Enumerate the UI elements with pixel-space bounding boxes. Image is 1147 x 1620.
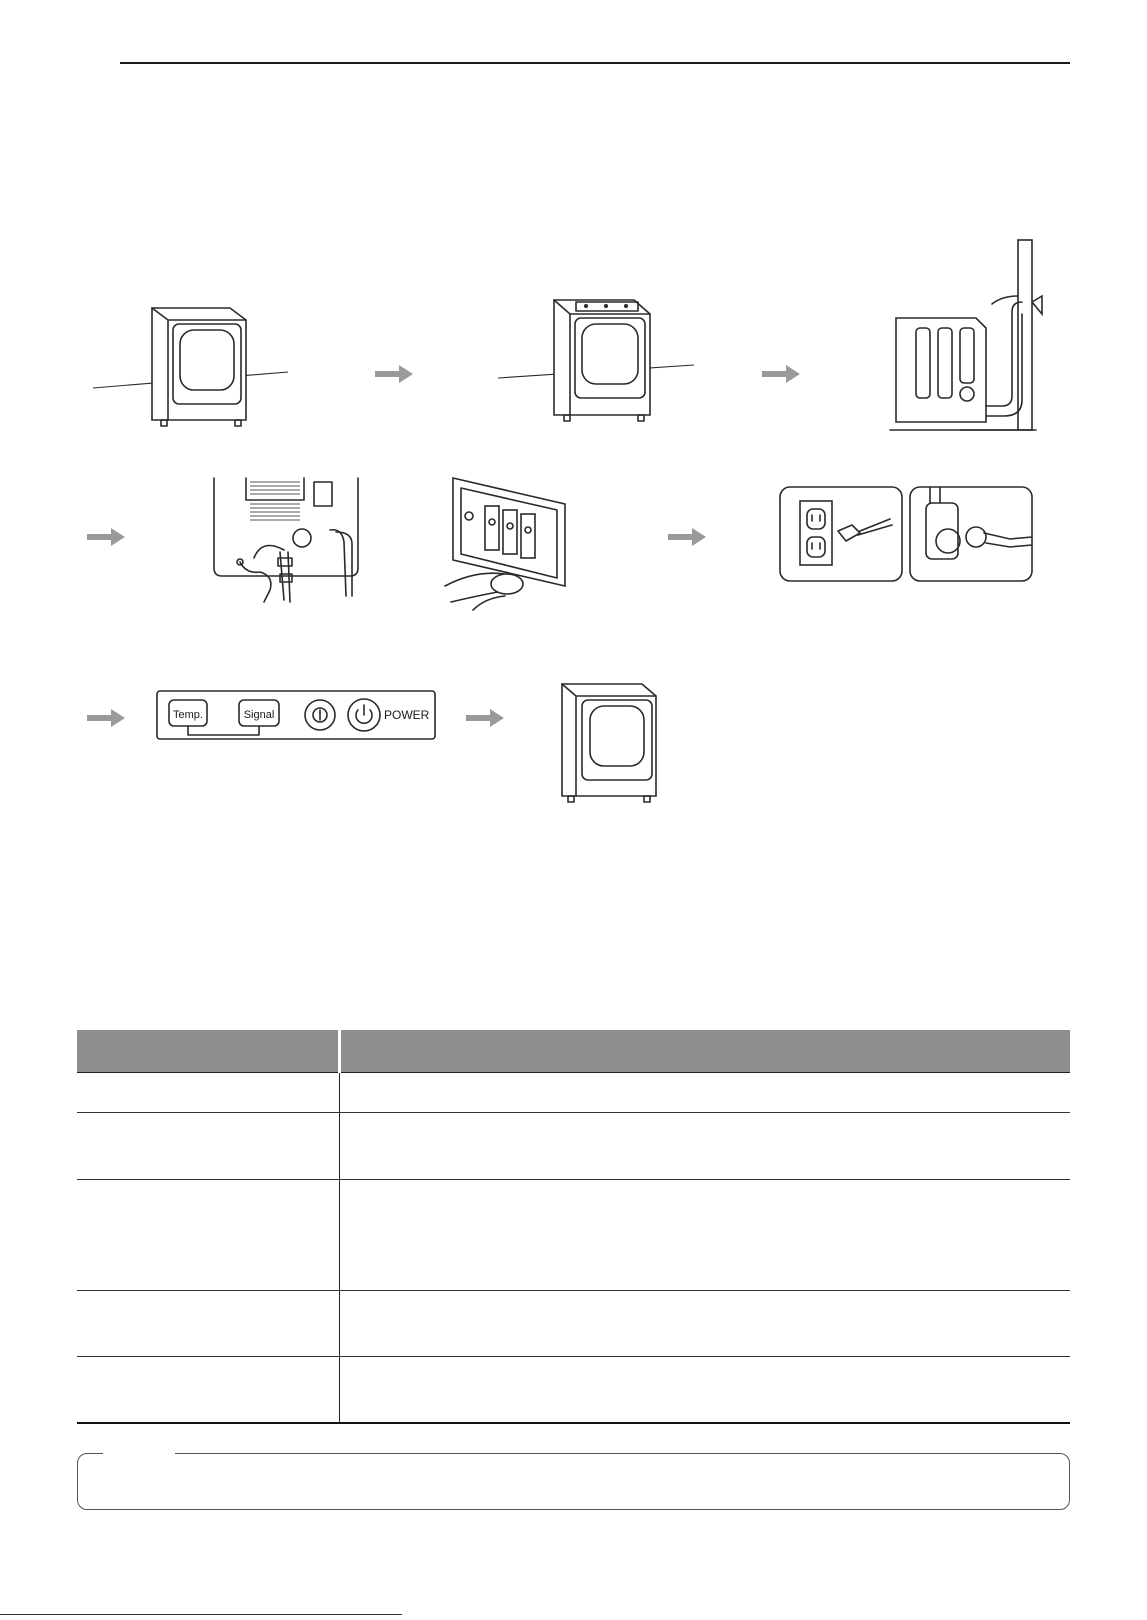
table-cell [340,1073,1071,1113]
header-rule [120,62,1070,64]
table-cell [340,1291,1071,1357]
table-header-cell [340,1030,1071,1073]
step-arrow-icon [87,708,127,728]
table-row [77,1291,1070,1357]
step-arrow-icon [668,527,708,547]
step-arrow-icon [375,364,415,384]
dryer-exhaust-duct-illustration [890,240,1070,440]
table-cell [77,1073,340,1113]
table-row [77,1180,1070,1291]
dryer-complete-illustration [558,678,668,808]
table-cell [340,1180,1071,1291]
table-cell [77,1113,340,1180]
electrical-terminal-block-illustration [445,478,625,623]
table-cell [77,1291,340,1357]
gas-connection-illustration [210,478,370,623]
dryer-front-illustration [90,300,300,435]
start-pause-icon[interactable] [305,700,335,730]
control-panel-illustration [156,690,438,760]
table-header-cell [77,1030,340,1073]
power-label: POWER [384,708,430,722]
table-cell [340,1357,1071,1423]
power-icon[interactable] [348,699,380,731]
step-arrow-icon [87,527,127,547]
table-row [77,1357,1070,1423]
table-cell [77,1180,340,1291]
table-header-row [77,1030,1070,1073]
spec-table [77,1030,1070,1424]
table-row [77,1113,1070,1180]
note-tab [103,1446,175,1458]
dryer-control-panel-illustration [498,300,708,435]
note-box [77,1453,1070,1510]
signal-label: Signal [243,709,275,721]
step-arrow-icon [762,364,802,384]
footer-rule [0,1614,402,1615]
grounded-outlet-illustration [780,487,1045,582]
table-cell [77,1357,340,1423]
step-arrow-icon [466,708,506,728]
table-row [77,1073,1070,1113]
temp-label: Temp. [173,709,203,721]
table-cell [340,1113,1071,1180]
